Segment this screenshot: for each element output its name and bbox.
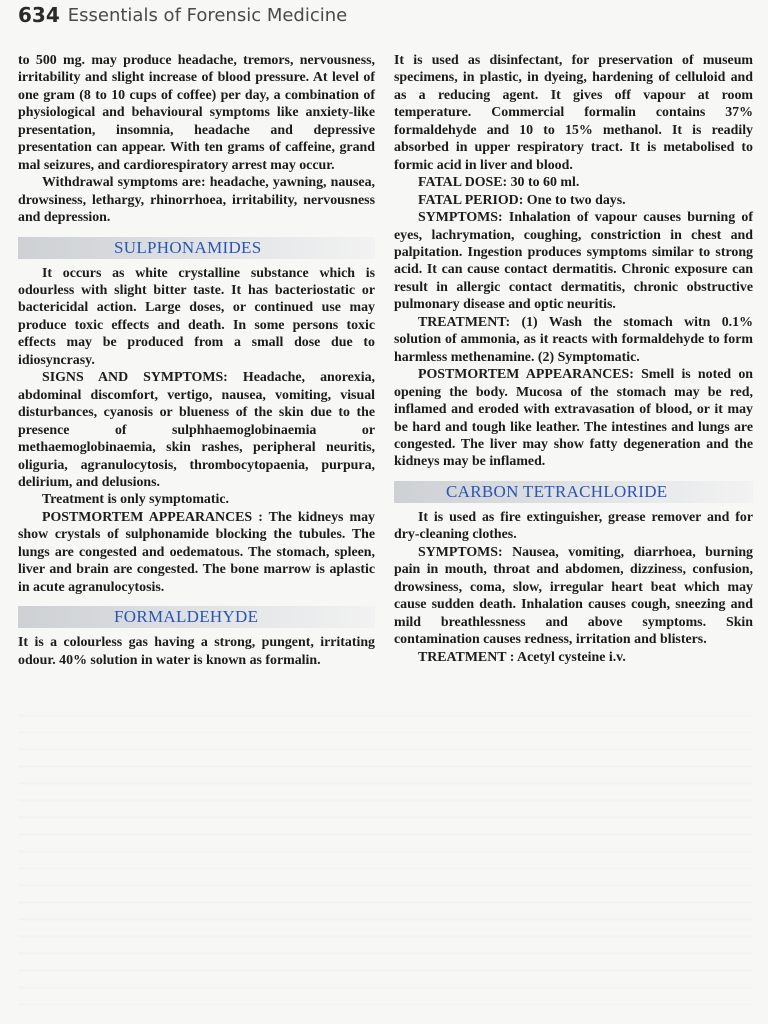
paragraph-caffeine-effects: to 500 mg. may produce headache, tremors, nervousness, irritability and slight increase of blood pressure. At level of one gram (8 to 10 cups of coffee) per day, a combination of physiological and behavioural symptoms like anxiety-like presentation, insomnia, headache and depressive presentation can appear. With ten grams of caffeine, grand mal seizures, and cardiorespiratory arrest may occur.	[18, 53, 375, 173]
paragraph-fatal-dose: FATAL DOSE: 30 to 60 ml.	[418, 175, 580, 191]
page-header	[18, 0, 347, 30]
section-heading-formaldehyde	[18, 606, 375, 628]
paragraph-signs-symptoms: SIGNS AND SYMPTOMS: Headache, anorexia, abdominal discomfort, vertigo, nausea, vomiting, visual disturbances, cyanosis or blueness of the skin due to the presence of sulphhaemoglobinaemia or methaemoglobinaemia, skin rashes, peripheral neuritis, oliguria, agranulocytosis, thrombocytopaenia, purpura, delirium, and delusions.	[18, 370, 375, 490]
paragraph-sulphonamides-intro: It occurs as white crystalline substance which is odourless with slight bitter taste. It has bacteriostatic or bactericidal action. Large doses, or continued use may produce toxic effects and death. In some persons toxic effects may be produced from a small dose due to idiosyncrasy.	[18, 265, 375, 368]
right-column	[394, 52, 753, 666]
section-heading-text: FORMALDEHYDE	[114, 607, 259, 627]
paragraph-formaldehyde-intro: It is a colourless gas having a strong, pungent, irritating odour. 40% solution in water is known as formalin.	[18, 635, 375, 668]
section-heading-carbon-tetrachloride	[394, 481, 753, 503]
running-title: Essentials of Forensic Medicine	[67, 4, 348, 26]
section-heading-text: SULPHONAMIDES	[114, 237, 262, 257]
paragraph-ccl4-uses: It is used as fire extinguisher, grease remover and for dry-cleaning clothes.	[394, 509, 753, 543]
paragraph-treatment: TREATMENT: (1) Wash the stomach witn 0.1% solution of ammonia, as it reacts with formaldehyde to form harmless methenamine. (2) Symptomatic.	[394, 314, 753, 365]
left-column	[18, 52, 375, 669]
paragraph-postmortem: POSTMORTEM APPEARANCES: Smell is noted on opening the body. Mucosa of the stomach may be red, inflamed and eroded with extravasation of blood, or it may be hard and tough like leather. The intestines and lungs are congested. The liver may show fatty degeneration and the kidneys may be inflamed.	[394, 367, 753, 470]
show-through-text-area	[18, 700, 753, 1010]
paragraph-postmortem: POSTMORTEM APPEARANCES : The kidneys may show crystals of sulphonamide blocking the tubules. The lungs are congested and oedematous. The stomach, spleen, liver and brain are congested. The bone marrow is aplastic in acute agranulocytosis.	[18, 509, 375, 595]
paragraph-withdrawal: Withdrawal symptoms are: headache, yawning, nausea, drowsiness, lethargy, rhinorrhoea, irritability, nervousness and depression.	[18, 175, 375, 226]
paragraph-formaldehyde-uses: It is used as disinfectant, for preservation of museum specimens, in plastic, in dyeing, hardening of celluloid and as a reducing agent. It gives off vapour at room temperature. Commercial formalin contains 37% formaldehyde and 10 to 15% methanol. It is readily absorbed in upper respiratory tract. It is metabolised to formic acid in liver and blood.	[394, 53, 753, 173]
paragraph-ccl4-symptoms: SYMPTOMS: Nausea, vomiting, diarrhoea, burning pain in mouth, throat and abdomen, dizziness, confusion, drowsiness, coma, slow, irregular heart beat which may cause sudden death. Inhalation causes cough, sneezing and mild breathlessness and above symptoms. Skin contamination causes redness, irritation and blisters.	[394, 544, 753, 648]
section-heading-text: CARBON TETRACHLORIDE	[446, 482, 668, 502]
paragraph-symptoms: SYMPTOMS: Inhalation of vapour causes burning of eyes, lachrymation, coughing, constriction in chest and palpitation. Ingestion produces symptoms similar to strong acid. It can cause contact dermatitis. Chronic exposure can result in allergic contact dermatitis, chronic obstructive pulmonary disease and optic neuritis.	[394, 210, 753, 313]
page-number: 634	[18, 3, 60, 27]
paragraph-treatment: Treatment is only symptomatic.	[42, 492, 229, 508]
paragraph-fatal-period: FATAL PERIOD: One to two days.	[418, 192, 626, 208]
paragraph-ccl4-treatment: TREATMENT : Acetyl cysteine i.v.	[418, 649, 626, 665]
section-heading-sulphonamides	[18, 237, 375, 259]
